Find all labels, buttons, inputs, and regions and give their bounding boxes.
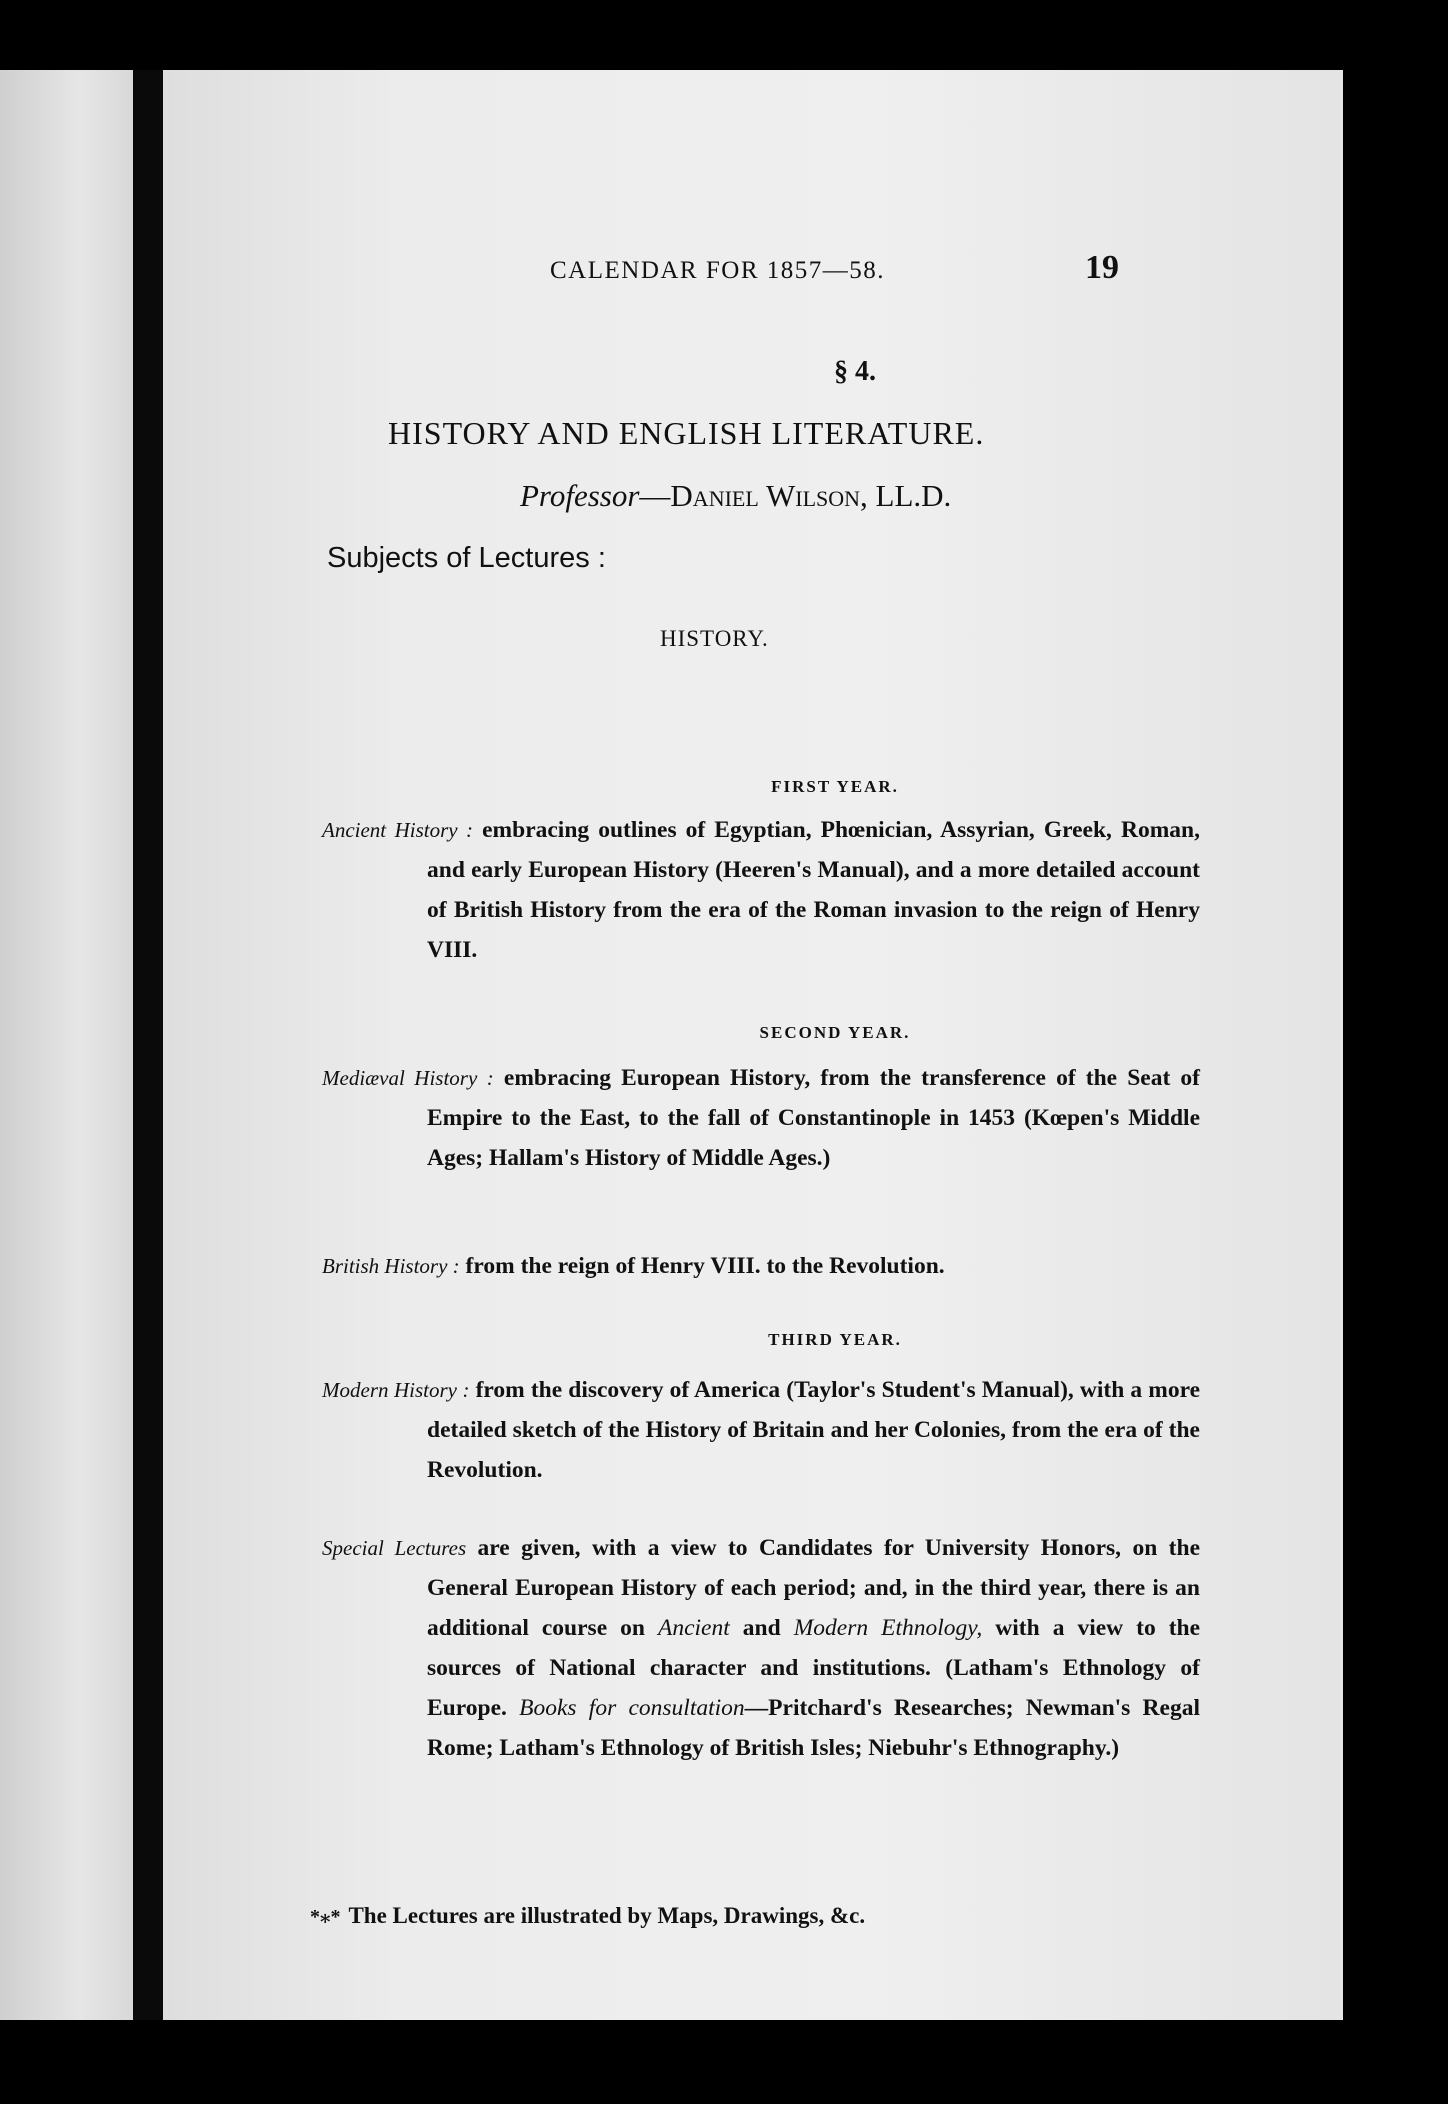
binding-gutter (133, 70, 163, 2020)
page-number: 19 (1085, 249, 1119, 286)
history-heading: HISTORY. (660, 626, 769, 651)
medieval-history-text: embracing European History, from the transference of the Seat of Empire to the East, to the fall of Constantinople in 1453 (Kœpen's Middle Ages; Hallam's History of Middle Ages.) (427, 1065, 1200, 1171)
first-year-heading: FIRST YEAR. (771, 777, 899, 796)
special-lectures-text-1: are given, with a view to Candidates for University Honors, on the General European History of each period; and, in the third year, there is an additional course on (427, 1535, 1201, 1641)
asterism: *⁎* (310, 1906, 341, 1928)
subjects-heading: Subjects of Lectures : (327, 542, 606, 574)
professor-name: Daniel Wilson, (670, 478, 868, 513)
medieval-history-term: Mediæval History : (322, 1066, 494, 1090)
british-history-term: British History : (322, 1254, 460, 1278)
modern-history-text: from the discovery of America (Taylor's Student's Manual), with a more detailed sketch of the History of Britain and her Colonies, from the era of the Revolution. (427, 1377, 1201, 1483)
calendar-page (163, 70, 1343, 2020)
special-lectures-entry (322, 1528, 1200, 1768)
facing-page-edge (0, 70, 133, 2020)
footnote-text: The Lectures are illustrated by Maps, Drawings, &c. (348, 1903, 866, 1928)
section-title: HISTORY AND ENGLISH LITERATURE. (388, 415, 985, 451)
modern-history-term: Modern History : (322, 1378, 470, 1402)
ancient-history-entry (322, 810, 1200, 970)
section-number: § 4. (834, 356, 876, 387)
footnote (310, 1903, 865, 1929)
professor-degree: LL.D. (875, 478, 952, 513)
professor-label: Professor (520, 478, 640, 513)
second-year-heading: SECOND YEAR. (759, 1023, 911, 1042)
ancient-history-term: Ancient History : (322, 818, 474, 842)
special-lectures-text-2: and (742, 1615, 781, 1641)
special-lectures-term: Special Lectures (322, 1536, 467, 1560)
ancient-history-text: embracing outlines of Egyptian, Phœnician, Assyrian, Greek, Roman, and early European History (Heeren's Manual), and a more detailed account of British History from the era of the Roman invasion to the reign of Henry VIII. (427, 817, 1201, 963)
modern-history-entry (322, 1370, 1200, 1490)
special-lectures-ancient: Ancient (657, 1615, 730, 1641)
running-head-title: CALENDAR FOR 1857—58. (550, 257, 885, 284)
british-history-entry (322, 1246, 1200, 1286)
special-lectures-text-3: with a view to the sources of National character and institutions. (Latham's Ethnology of Europe. (427, 1615, 1201, 1721)
special-lectures-text-4: —Pritchard's Researches; Newman's Regal Rome; Latham's Ethnology of British Isles; Niebuhr's Ethnography.) (427, 1695, 1200, 1761)
special-lectures-modern-ethnology: Modern Ethnology, (793, 1615, 983, 1641)
third-year-heading: THIRD YEAR. (768, 1330, 902, 1349)
british-history-text: from the reign of Henry VIII. to the Revolution. (465, 1253, 945, 1279)
professor-dash: — (639, 478, 671, 513)
special-lectures-books-label: Books for consultation (519, 1695, 745, 1721)
professor-line (520, 478, 951, 514)
running-head (300, 249, 1260, 293)
medieval-history-entry (322, 1058, 1200, 1178)
